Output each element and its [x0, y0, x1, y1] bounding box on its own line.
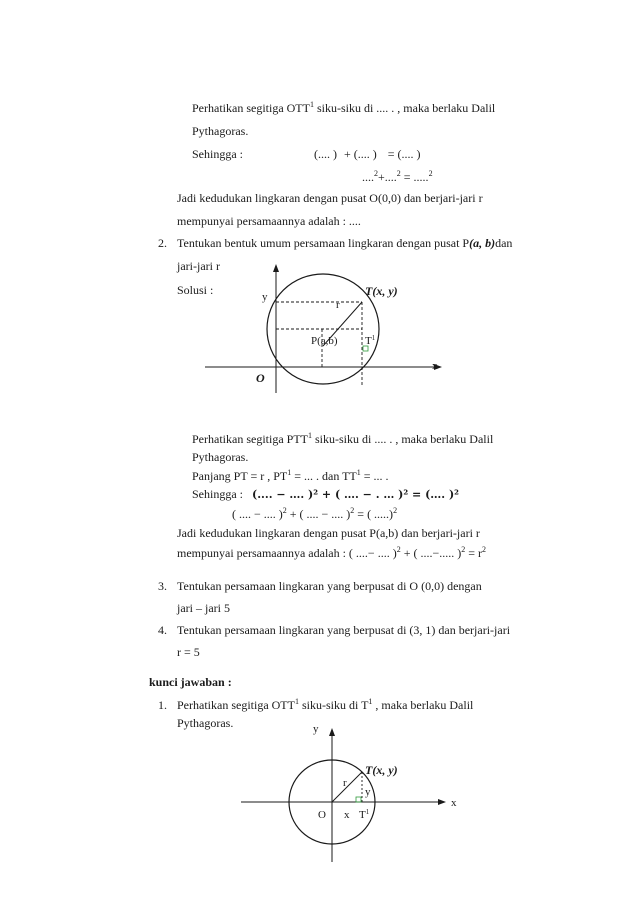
label-origin: O: [256, 371, 265, 385]
item3-line1: Tentukan persamaan lingkaran yang berpusat di O (0,0) dengan: [177, 579, 482, 593]
item2-line1: Tentukan bentuk umum persamaan lingkaran dengan pusat P(a, b)dan: [177, 236, 513, 250]
section2-jadi-line1: Jadi kedudukan lingkaran dengan pusat P(a,b) dan berjari-jari r: [177, 526, 480, 540]
eq-term-3: = (.... ): [387, 147, 421, 161]
label-x-axis-2: x: [451, 797, 457, 809]
sehingga-formula: (.... − …. )² + ( …. − . … )² = (…. )²: [252, 488, 459, 501]
label-y-side-2: y: [365, 786, 371, 798]
kunci-heading: kunci jawaban :: [149, 675, 232, 689]
item4-line1: Tentukan persamaan lingkaran yang berpusat di (3, 1) dan berjari-jari: [177, 623, 511, 637]
y-axis-arrow-2: [329, 728, 335, 736]
eq-term-1: (.... ): [314, 147, 337, 161]
label-t-point: T(x, y): [365, 284, 398, 298]
item3-number: 3.: [158, 579, 167, 593]
section2-perhatikan-line: Perhatikan segitiga PTT$^1$ siku-siku di .... . , maka berlaku Dalil: [192, 431, 494, 446]
label-r: r: [336, 299, 340, 311]
kunci-line1: Perhatikan segitiga OTT$^1$ siku-siku di $T^1$ , maka berlaku Dalil: [177, 697, 474, 712]
radius-line-2: [332, 772, 362, 802]
item2-line2: jari-jari r: [177, 259, 220, 273]
label-t1: $T^1$: [365, 334, 376, 347]
center-formula: (a, b): [469, 236, 496, 250]
superscript: 1: [309, 100, 314, 109]
label-x: x: [432, 360, 438, 372]
label-x-side-2: x: [344, 809, 350, 821]
section1-equation-2: ....$^2$+....$^2$ = .....$^2$: [362, 169, 433, 184]
section2-panjang-line: Panjang PT = r , $PT^1$ = ... . dan $TT^1$ = ... .: [192, 468, 389, 483]
label-p-center: P(a,b): [311, 335, 338, 347]
item4-line2: r = 5: [177, 645, 200, 659]
section1-perhatikan-line: Perhatikan segitiga OTT$^1$ siku-siku di .... . , maka berlaku Dalil: [192, 100, 496, 115]
label-origin-2: O: [318, 809, 326, 821]
section1-jadi-line2: mempunyai persamaannya adalah : ....: [177, 214, 361, 228]
right-angle-marker-2: [356, 797, 361, 802]
section1-sehingga-label: Sehingga :: [192, 147, 243, 161]
section2-sehingga-line: Sehingga : (.... − …. )² + ( …. − . … )² = (…. )²: [192, 487, 459, 501]
item3-line2: jari – jari 5: [177, 601, 230, 615]
label-t1-2: $T^1$: [359, 808, 370, 821]
item2-number: 2.: [158, 236, 167, 250]
section1-jadi-line1: Jadi kedudukan lingkaran dengan pusat O(0,0) dan berjari-jari r: [177, 191, 483, 205]
section2-pythagoras: Pythagoras.: [192, 450, 249, 464]
section2-equation-3: ( .... − .... )$^2$ + ( .... − .... )$^2$ = ( .....)$^2$: [232, 506, 398, 521]
label-y-axis-2: y: [313, 723, 319, 735]
label-r-2: r: [343, 777, 347, 789]
label-t-point-2: T(x, y): [365, 763, 398, 777]
label-y: y: [262, 291, 268, 303]
item2-solusi: Solusi :: [177, 283, 214, 297]
x-axis-arrow-2: [438, 799, 446, 805]
kunci-line2: Pythagoras.: [177, 716, 234, 730]
section1-pythagoras: Pythagoras.: [192, 124, 249, 138]
item4-number: 4.: [158, 623, 167, 637]
kunci-number: 1.: [158, 698, 167, 712]
eq-term-2: + (.... ): [344, 147, 377, 161]
section2-jadi-line2: mempunyai persamaannya adalah : ( ....− .... )$^2$ + ( ....−..... )$^2 = r^2$: [177, 545, 486, 560]
